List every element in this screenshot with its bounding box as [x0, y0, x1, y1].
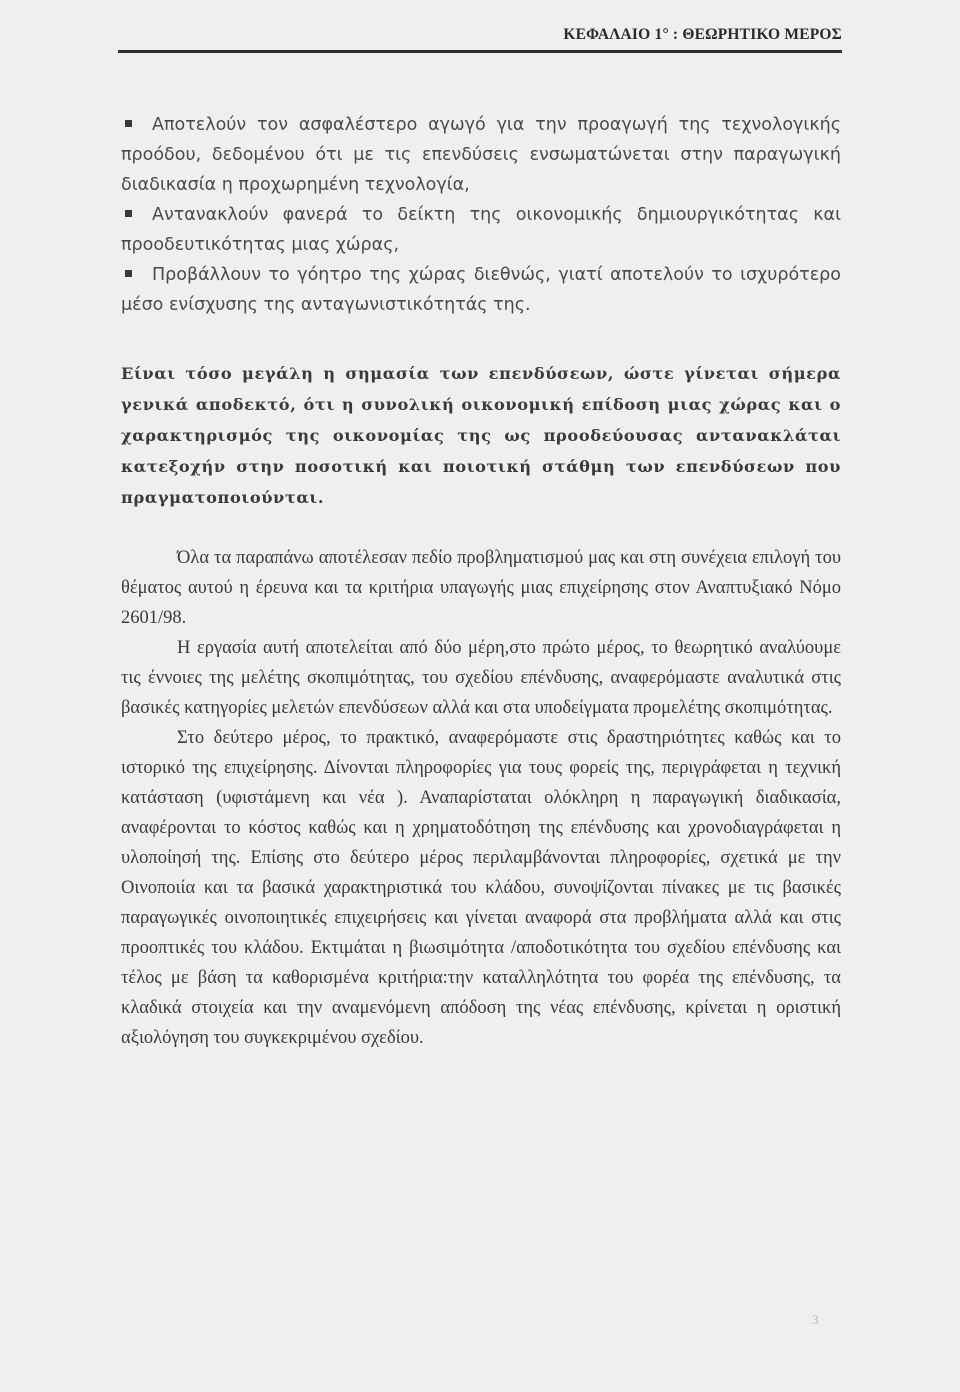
list-item [121, 260, 841, 320]
bullet-square-icon [125, 270, 132, 277]
bullet-square-icon [125, 210, 132, 217]
emphasis-paragraph: Είναι τόσο μεγάλη η σημασία των επενδύσεων, ώστε γίνεται σήμερα γενικά αποδεκτό, ότι η συνολική οικονομική επίδοση μιας χώρας και ο χαρακτηρισμός της οικονομίας της ως προοδεύουσας αντανακλάται κατεξοχήν στην ποσοτική και ποιοτική στάθμη των επενδύσεων που πραγματοποιούνται. [121, 364, 841, 507]
page-content [121, 110, 841, 1053]
bullet-text: Αντανακλούν φανερά το δείκτη της οικονομικής δημιουργικότητας και προοδευτικότητας μιας χώρας, [121, 205, 841, 255]
body-paragraph: Η εργασία αυτή αποτελείται από δύο μέρη,στο πρώτο μέρος, το θεωρητικό αναλύουμε τις έννοιες της μελέτης σκοπιμότητας, του σχεδίου επένδυσης, αναφερόμαστε αναλυτικά στις βασικές κατηγορίες μελετών επενδύσεων αλλά και στα υποδείγματα προμελέτης σκοπιμότητας. [121, 638, 841, 718]
body-paragraph: Στο δεύτερο μέρος, το πρακτικό, αναφερόμαστε στις δραστηριότητες καθώς και το ιστορικό της επιχείρησης. Δίνονται πληροφορίες για τους φορείς της, περιγράφεται η τεχνική κατάσταση (υφιστάμενη και νέα ). Αναπαρίσταται ολόκληρη η παραγωγική διαδικασία, αναφέρονται το κόστος καθώς και η χρηματοδότηση της επένδυσης και χρονοδιαγράφεται η υλοποίησή της. Επίσης στο δεύτερο μέρος περιλαμβάνονται πληροφορίες, σχετικά με την Οινοποιία και τα βασικά χαρακτηριστικά του κλάδου, συνοψίζονται πίνακες με τις βασικές παραγωγικές οινοποιητικές επιχειρήσεις και γίνεται αναφορά στα προβλήματα αλλά και στις προοπτικές του κλάδου. Εκτιμάται η βιωσιμότητα /αποδοτικότητα του σχεδίου επένδυσης και τέλος με βάση τα καθορισμένα κριτήρια:την καταλληλότητα του φορέα της επένδυσης, τα κλαδικά στοιχεία και την αναμενόμενη απόδοση της νέας επένδυσης, κρίνεται η οριστική αξιολόγηση του συγκεκριμένου σχεδίου. [121, 728, 841, 1048]
bullet-text: Προβάλλουν το γόητρο της χώρας διεθνώς, γιατί αποτελούν το ισχυρότερο μέσο ενίσχυσης της ανταγωνιστικότητάς της. [121, 265, 841, 315]
list-item [121, 110, 841, 200]
list-item [121, 200, 841, 260]
bullet-square-icon [125, 120, 132, 127]
bullet-text: Αποτελούν τον ασφαλέστερο αγωγό για την προαγωγή της τεχνολογικής προόδου, δεδομένου ότι με τις επενδύσεις ενσωματώνεται στην παραγωγική διαδικασία η προχωρημένη τεχνολογία, [121, 115, 841, 195]
chapter-header: ΚΕΦΑΛΑΙΟ 1° : ΘΕΩΡΗΤΙΚΟ ΜΕΡΟΣ [563, 26, 842, 43]
body-paragraph: Όλα τα παραπάνω αποτέλεσαν πεδίο προβληματισμού μας και στη συνέχεια επιλογή του θέματος αυτού η έρευνα και τα κριτήρια υπαγωγής μιας επιχείρησης στον Αναπτυξιακό Νόμο 2601/98. [121, 548, 841, 628]
header-rule [118, 50, 842, 53]
page-number: 3 [812, 1312, 819, 1327]
bullet-list [121, 110, 841, 320]
